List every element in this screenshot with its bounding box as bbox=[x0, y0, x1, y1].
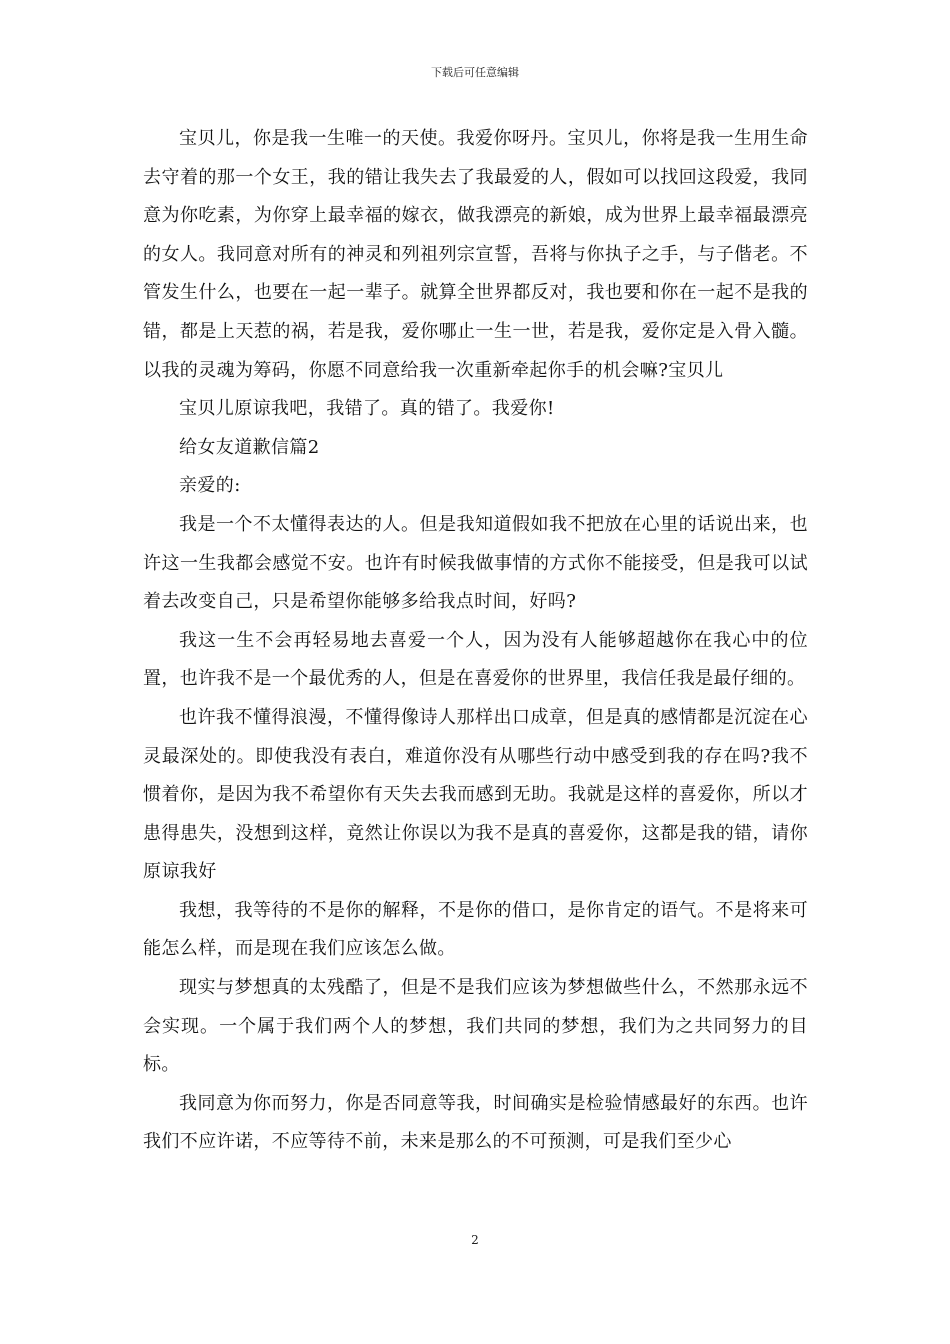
salutation: 亲爱的: bbox=[179, 475, 241, 497]
paragraph: 我这一生不会再轻易地去喜爱一个人，因为没有人能够超越你在我心中的位置，也许我不是一个最优秀的人，但是在喜爱你的世界里，我信任我是最仔细的。 bbox=[143, 629, 808, 690]
paragraph: 宝贝儿，你是我一生唯一的天使。我爱你呀丹。宝贝儿，你将是我一生用生命去守着的那一个女王，我的错让我失去了我最爱的人，假如可以找回这段爱，我同意为你吃素，为你穿上最幸福的嫁衣，做我漂亮的新娘，成为世界上最幸福最漂亮的女人。我同意对所有的神灵和列祖列宗宣誓，吾将与你执子之手，与子偕老。不管发生什么，也要在一起一辈子。就算全世界都反对，我也要和你在一起不是我的错，都是上天惹的祸，若是我，爱你哪止一生一世，若是我，爱你定是入骨入髓。以我的灵魂为筹码，你愿不同意给我一次重新牵起你手的机会嘛?宝贝儿 bbox=[143, 128, 808, 381]
page-number: 2 bbox=[471, 1233, 479, 1247]
paragraph: 也许我不懂得浪漫，不懂得像诗人那样出口成章，但是真的感情都是沉淀在心灵最深处的。即使我没有表白，难道你没有从哪些行动中感受到我的存在吗?我不惯着你，是因为我不希望你有天失去我而感到无助。我就是这样的喜爱你，所以才患得患失，没想到这样，竟然让你误以为我不是真的喜爱你，这都是我的错，请你原谅我好 bbox=[143, 706, 808, 883]
document-body bbox=[143, 120, 808, 1162]
paragraph: 我是一个不太懂得表达的人。但是我知道假如我不把放在心里的话说出来，也许这一生我都会感觉不安。也许有时候我做事情的方式你不能接受，但是我可以试着去改变自己，只是希望你能够多给我点时间，好吗? bbox=[143, 513, 808, 613]
paragraph: 宝贝儿原谅我吧，我错了。真的错了。我爱你! bbox=[179, 398, 555, 420]
paragraph: 我同意为你而努力，你是否同意等我，时间确实是检验情感最好的东西。也许我们不应许诺，不应等待不前，未来是那么的不可预测，可是我们至少心 bbox=[143, 1092, 808, 1153]
section-heading: 给女友道歉信篇2 bbox=[179, 436, 320, 458]
page-header: 下载后可任意编辑 bbox=[431, 66, 519, 79]
paragraph: 我想，我等待的不是你的解释，不是你的借口，是你肯定的语气。不是将来可能怎么样，而是现在我们应该怎么做。 bbox=[143, 899, 808, 960]
paragraph: 现实与梦想真的太残酷了，但是不是我们应该为梦想做些什么，不然那永远不会实现。一个属于我们两个人的梦想，我们共同的梦想，我们为之共同努力的目标。 bbox=[143, 977, 808, 1076]
